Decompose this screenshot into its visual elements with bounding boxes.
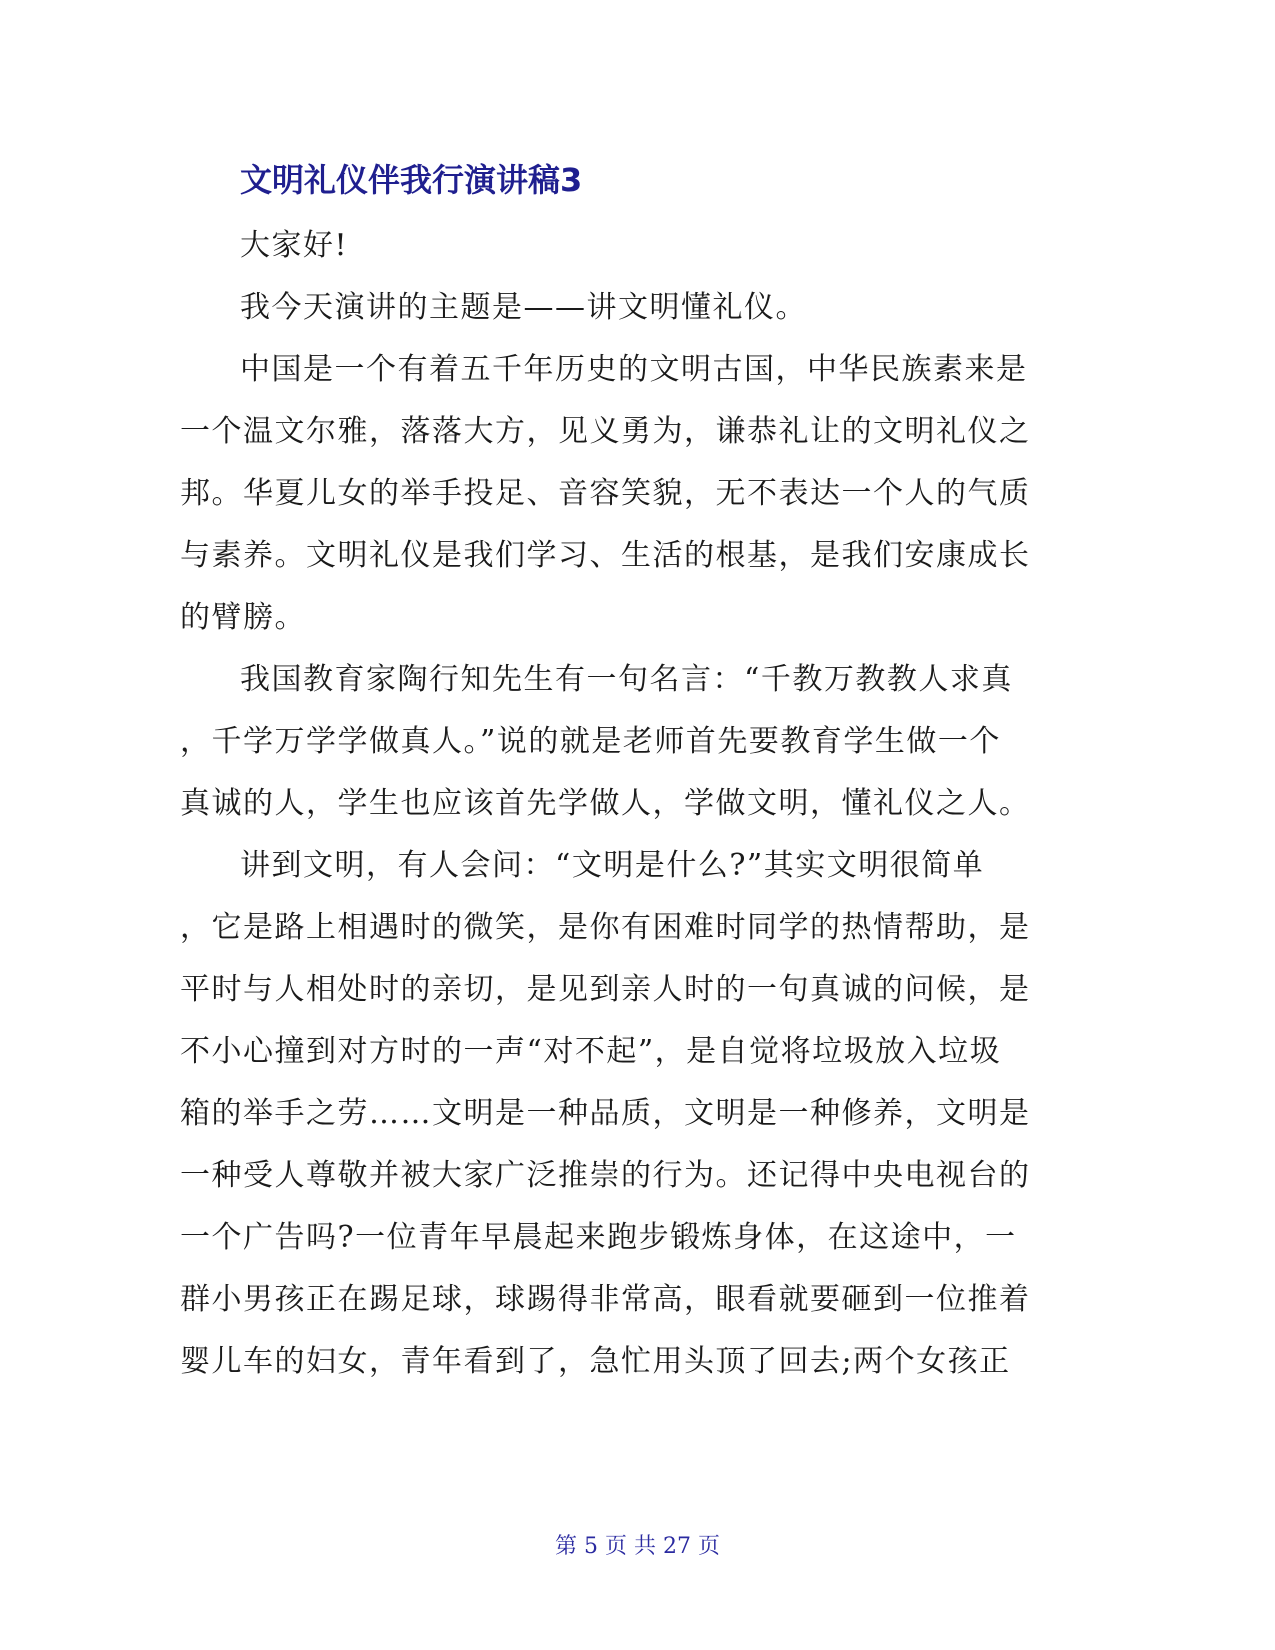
paragraph-line: 平时与人相处时的亲切，是见到亲人时的一句真诚的问候，是 [180, 972, 1031, 1007]
paragraph-line: 一种受人尊敬并被大家广泛推崇的行为。还记得中央电视台的 [180, 1158, 1031, 1193]
paragraph-line: 的臂膀。 [180, 600, 306, 635]
paragraph-line: 一个广告吗?一位青年早晨起来跑步锻炼身体，在这途中，一 [180, 1220, 1017, 1255]
paragraph-line: 我今天演讲的主题是——讲文明懂礼仪。 [240, 290, 807, 325]
paragraph-line: 箱的举手之劳……文明是一种品质，文明是一种修养，文明是 [180, 1096, 1031, 1131]
document-title: 文明礼仪伴我行演讲稿3 [240, 161, 583, 199]
paragraph-line: 与素养。文明礼仪是我们学习、生活的根基，是我们安康成长 [180, 538, 1031, 573]
paragraph-line: 婴儿车的妇女，青年看到了，急忙用头顶了回去;两个女孩正 [180, 1344, 1011, 1379]
paragraph-line: 真诚的人，学生也应该首先学做人，学做文明，懂礼仪之人。 [180, 786, 1031, 821]
paragraph-line: ，它是路上相遇时的微笑，是你有困难时同学的热情帮助，是 [180, 910, 1031, 945]
paragraph-line: 我国教育家陶行知先生有一句名言：“千教万教教人求真 [240, 662, 1013, 697]
paragraph-line: 一个温文尔雅，落落大方，见义勇为，谦恭礼让的文明礼仪之 [180, 414, 1031, 449]
paragraph-line: 大家好! [240, 228, 349, 263]
paragraph-line: ，千学万学学做真人。”说的就是老师首先要教育学生做一个 [180, 724, 1001, 759]
paragraph-line: 邦。华夏儿女的举手投足、音容笑貌，无不表达一个人的气质 [180, 476, 1031, 511]
paragraph-line: 群小男孩正在踢足球，球踢得非常高，眼看就要砸到一位推着 [180, 1282, 1031, 1317]
paragraph-line: 不小心撞到对方时的一声“对不起”，是自觉将垃圾放入垃圾 [180, 1034, 1002, 1069]
paragraph-line: 中国是一个有着五千年历史的文明古国，中华民族素来是 [240, 352, 1028, 387]
page-number-footer: 第 5 页 共 27 页 [555, 1534, 720, 1559]
paragraph-line: 讲到文明，有人会问：“文明是什么?”其实文明很简单 [240, 848, 985, 883]
